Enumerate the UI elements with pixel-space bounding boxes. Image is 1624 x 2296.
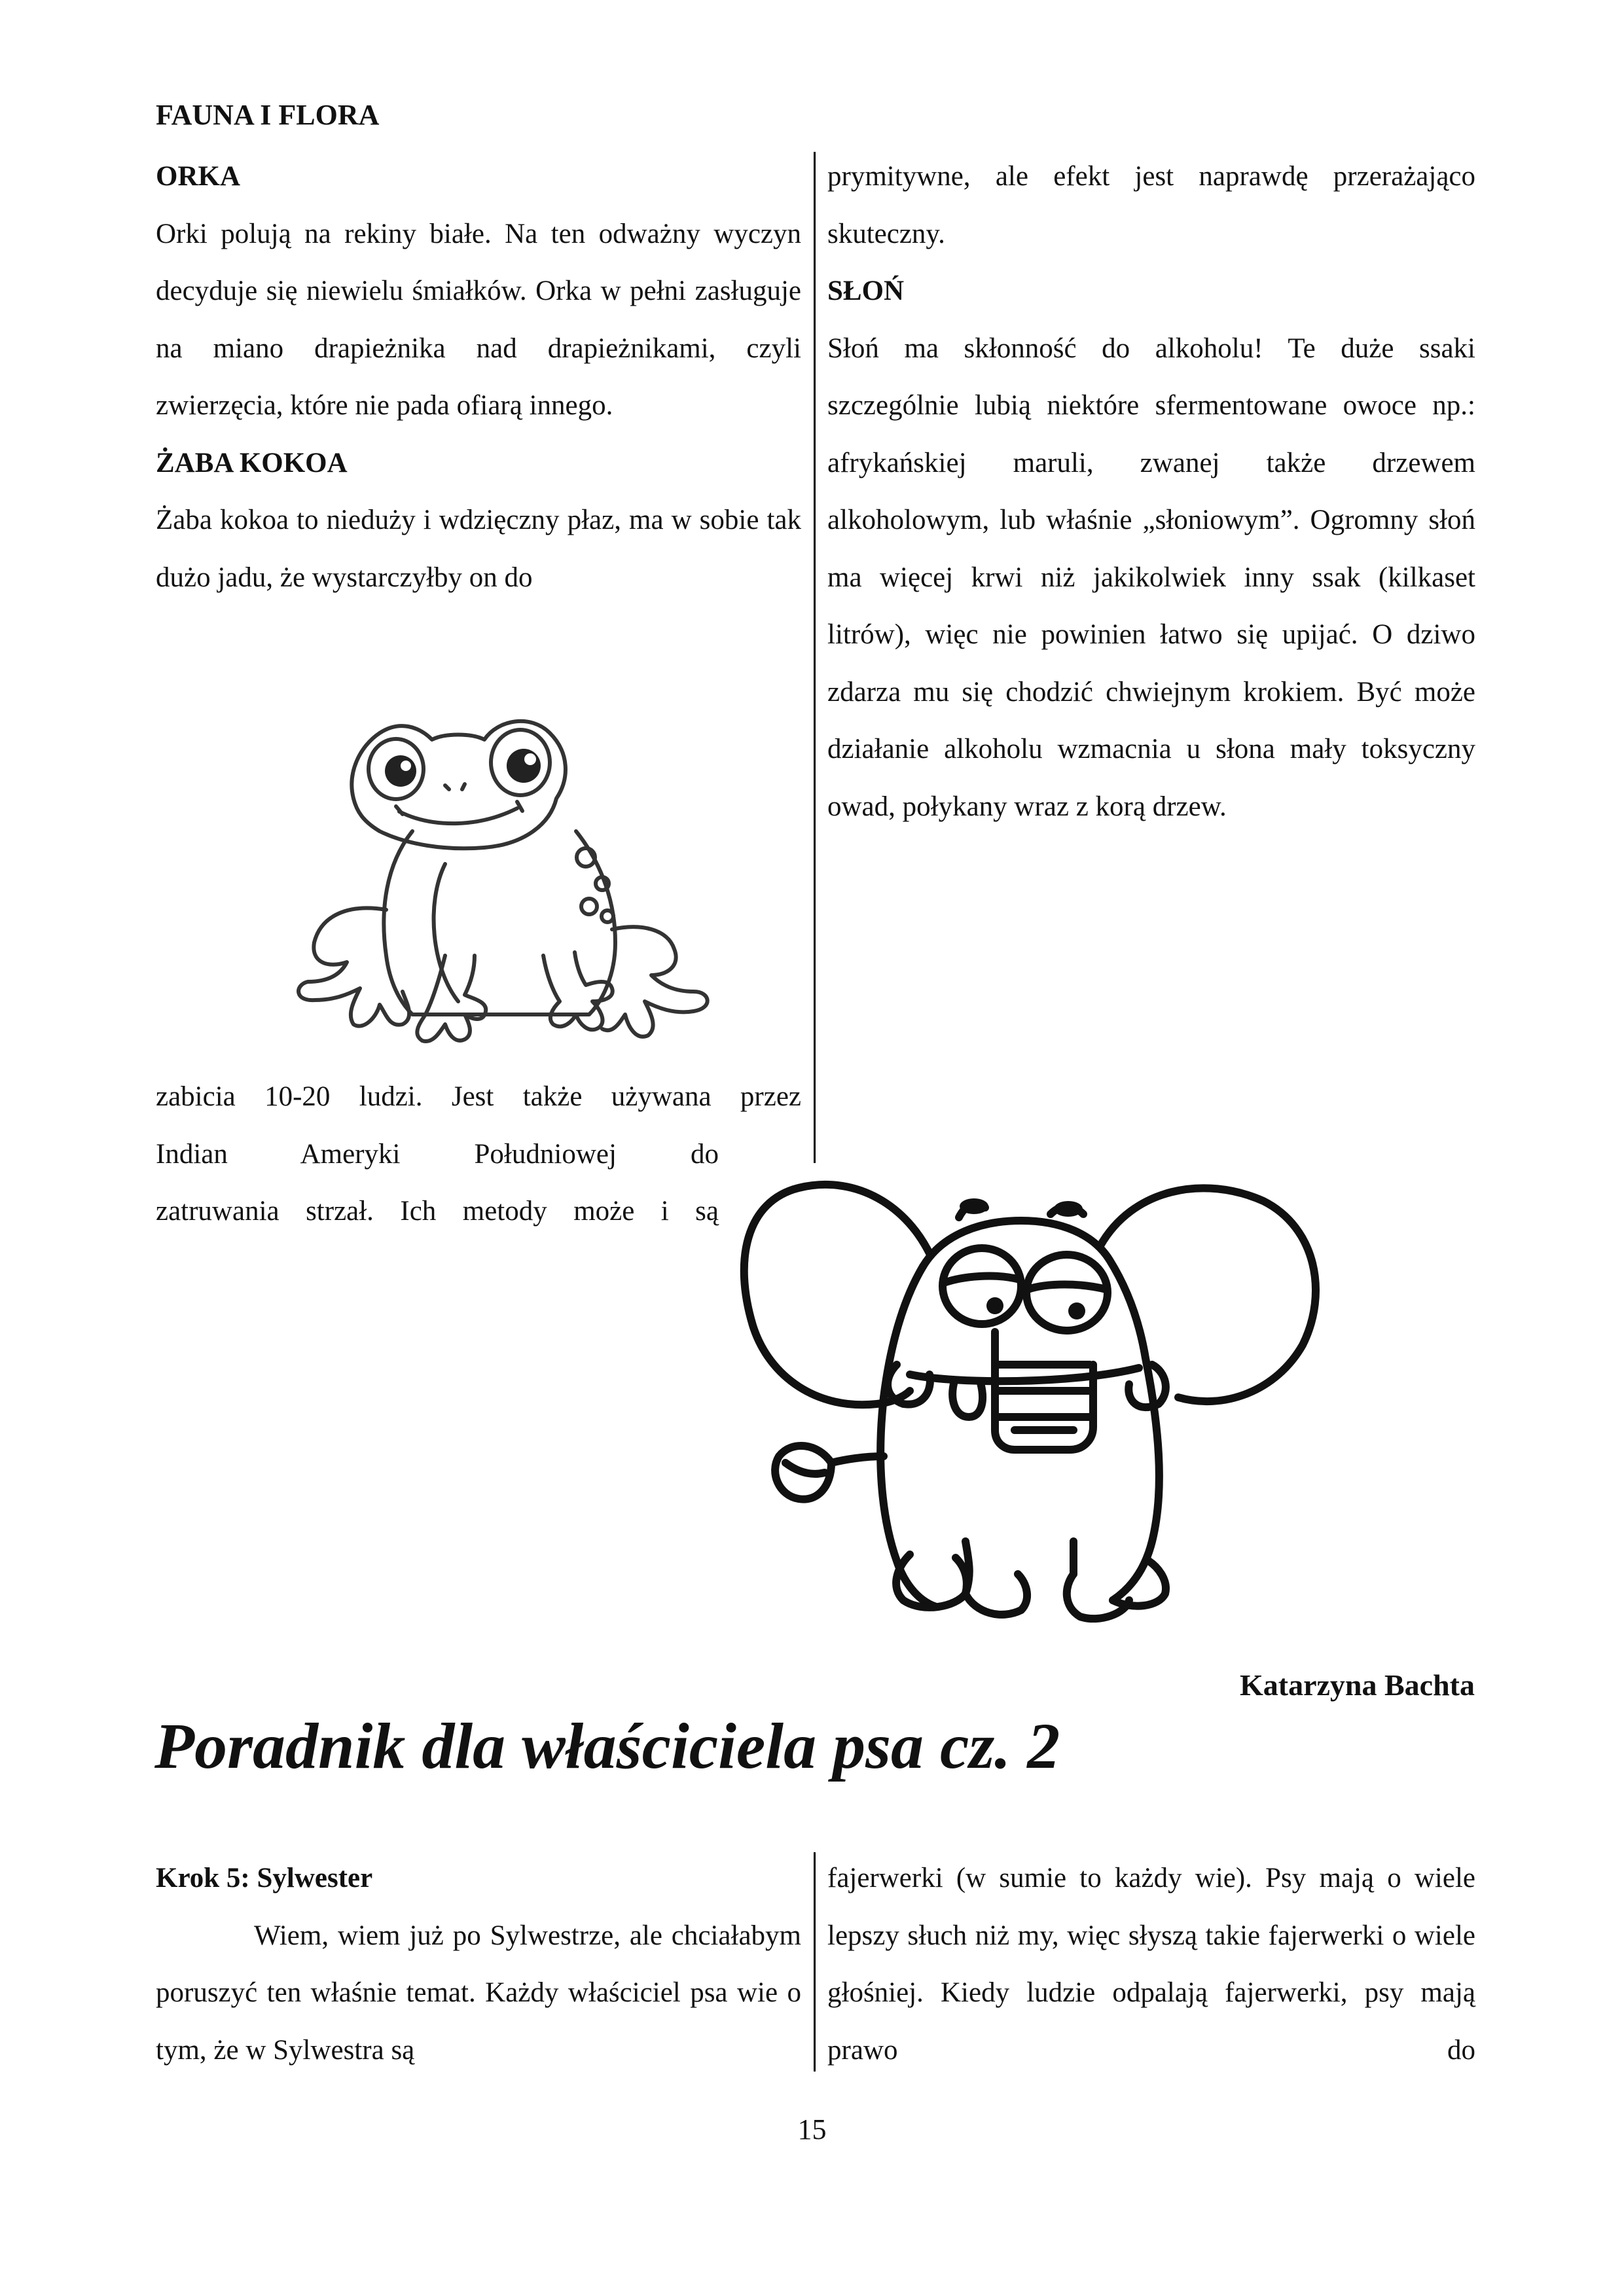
elephant-illustration <box>707 1149 1362 1646</box>
article-right-text: fajerwerki (w sumie to każdy wie). Psy mają o wiele lepszy słuch niż my, więc słyszą takie fajerwerki o wiele głośniej. Kiedy ludzie odpalają fajerwerki, psy mają prawo do <box>827 1863 1475 2066</box>
frog-illustration <box>249 694 772 1060</box>
right-column-continuation: prymitywne, ale efekt jest naprawdę przerażająco skuteczny. <box>827 161 1475 249</box>
step-heading: Krok 5: Sylwester <box>156 1863 373 1893</box>
left-column-top <box>156 148 801 606</box>
right-column-top <box>827 148 1475 835</box>
article-right-column <box>827 1850 1475 2079</box>
slon-body: Słoń ma skłonność do alkoholu! Te duże ssaki szczególnie lubią niektóre sfermentowane owoce np.: afrykańskiej maruli, zwanej także drzewem alkoholowym, lub właśnie „słoniowym”. Ogromny słoń ma więcej krwi niż jakikolwiek inny ssak (kilkaset litrów), więc nie powinien łatwo się upijać. O dziwo zdarza mu się chodzić chwiejnym krokiem. Być może działanie alkoholu wzmacnia u słona mały toksyczny owad, połykany wraz z korą drzew. <box>827 332 1475 822</box>
page-number: 15 <box>797 2113 827 2145</box>
article-left-text: Wiem, wiem już po Sylwestrze, ale chciałabym poruszyć ten właśnie temat. Każdy właściciel psa wie o tym, że w Sylwestra są <box>156 1920 801 2066</box>
column-divider-bottom <box>814 1852 816 2072</box>
article-left-column <box>156 1850 801 2079</box>
orka-body: Orki polują na rekiny białe. Na ten odważny wyczyn decyduje się niewielu śmiałków. Orka w pełni zasługuje na miano drapieżnika nad drapieżnikami, czyli zwierzęcia, które nie pada ofiarą innego. <box>156 218 801 421</box>
article-title: Poradnik dla właściciela psa cz. 2 <box>154 1710 1060 1782</box>
zaba-body-part1: Żaba kokoa to nieduży i wdzięczny płaz, ma w sobie tak dużo jadu, że wystarczyłby on do <box>156 505 801 593</box>
zaba-body-line1: zabicia 10-20 ludzi. Jest także używana przez <box>156 1081 801 1112</box>
zaba-body-line3: zatruwania strzał. Ich metody może i są <box>156 1196 719 1227</box>
left-column-continuation <box>156 1068 801 1240</box>
orka-heading: ORKA <box>156 161 240 192</box>
zaba-heading: ŻABA KOKOA <box>156 447 348 478</box>
zaba-body-line2: Indian Ameryki Południowej do <box>156 1138 719 1170</box>
slon-heading: SŁOŃ <box>827 276 905 306</box>
column-divider-top <box>814 152 816 1163</box>
section-title: FAUNA I FLORA <box>156 99 380 131</box>
byline: Katarzyna Bachta <box>1239 1668 1475 1702</box>
